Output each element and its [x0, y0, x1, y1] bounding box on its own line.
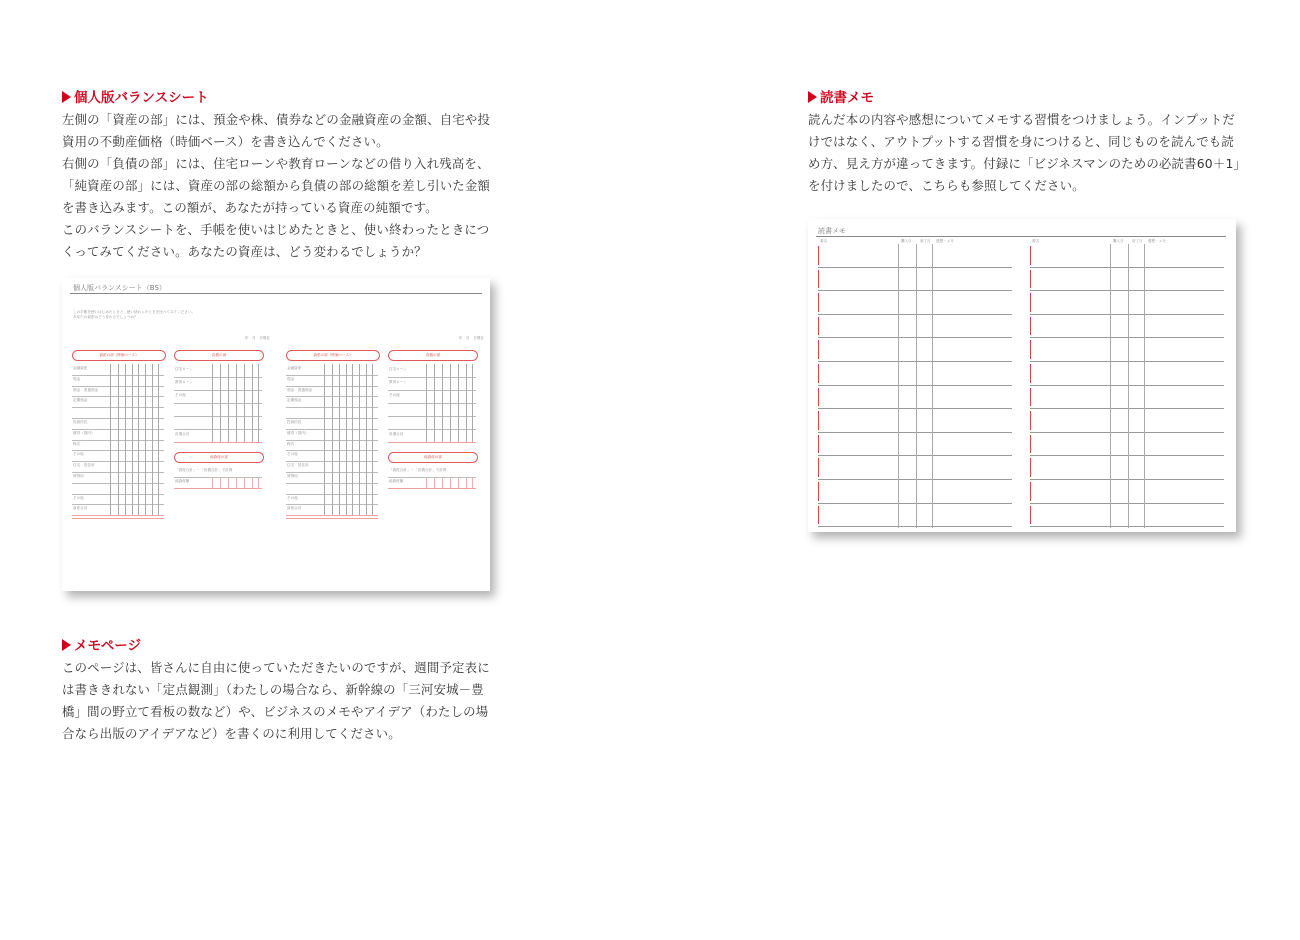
liability-row-label: 住宅ローン	[389, 367, 407, 371]
liability-row-rule	[174, 442, 262, 443]
asset-row-label: その他	[73, 452, 84, 457]
balance-sheet-heading: 個人版バランスシート	[62, 86, 209, 106]
amount-column-rule	[472, 477, 473, 488]
column-header: 読了日	[1132, 239, 1143, 243]
amount-column-rule	[466, 477, 467, 488]
amount-column-rule	[244, 477, 245, 488]
text-line: このバランスシートを、手帳を使いはじめたときと、使い終わったときにつ	[62, 222, 490, 237]
liability-row-label: 教育ローン	[389, 380, 407, 384]
reading-memo-rows	[818, 244, 1012, 528]
amount-column-rule	[252, 364, 253, 442]
liability-row-rule	[174, 429, 262, 430]
table-row	[818, 268, 1012, 292]
column-rule	[1110, 244, 1111, 528]
balance-sheet-description	[62, 109, 490, 263]
asset-row-label: 金融資産	[287, 366, 302, 370]
reading-memo-column	[818, 238, 1012, 528]
reading-memo-description	[808, 109, 1246, 197]
amount-column-rule	[426, 477, 427, 488]
amount-column-rule	[332, 364, 333, 515]
asset-row-label: 預金 普通預金	[73, 387, 99, 392]
asset-row-label: 株式	[287, 441, 295, 446]
liability-row-label: 負債合計	[175, 432, 190, 436]
asset-row-label: 住宅 居住用	[287, 463, 309, 468]
triangle-bullet-icon	[808, 91, 817, 103]
column-header: 購入日	[901, 239, 912, 243]
text-line: を書き込みます。この額が、あなたが持っている資産の純額です。	[62, 200, 438, 215]
liability-row-rule	[174, 377, 262, 378]
asset-row-label: その他	[287, 495, 298, 500]
column-header: 書名	[820, 239, 828, 243]
amount-column-rule	[442, 364, 443, 442]
balance-sheet-page	[286, 326, 486, 576]
text-line: けではなく、アウトプットする習慣を身につけると、同じものを読んでも読	[808, 134, 1234, 149]
table-row	[818, 338, 1012, 362]
text-line: 橋」間の野立て看板の数など）や、ビジネスのメモやアイデア（わたしの場	[62, 704, 489, 719]
triangle-bullet-icon	[62, 91, 71, 103]
amount-column-rule	[450, 364, 451, 442]
column-header: 読了日	[920, 239, 931, 243]
table-row	[1030, 268, 1224, 292]
net-assets-row-label: 「資産合計」－「負債合計」で計算	[175, 468, 233, 472]
net-assets-section-label: 純資産の部	[210, 455, 228, 459]
table-row	[1030, 244, 1224, 268]
net-assets-row-rule	[174, 488, 262, 489]
amount-column-rule	[472, 364, 473, 442]
net-assets-row-label: 純資産額	[389, 479, 404, 483]
amount-column-rule	[324, 364, 325, 515]
reading-memo-column	[1030, 238, 1224, 528]
entry-marker	[818, 270, 819, 289]
liability-row-rule	[174, 390, 262, 391]
amount-column-rule	[138, 364, 139, 515]
table-row	[818, 433, 1012, 457]
net-assets-row-rule	[388, 477, 476, 478]
net-assets-row-label: 純資産額	[175, 479, 190, 483]
amount-column-rule	[252, 477, 253, 488]
asset-row-label: 資産合計	[73, 506, 88, 511]
table-row	[818, 456, 1012, 480]
balance-sheet-thumbnail	[62, 278, 490, 591]
amount-column-rule	[346, 364, 347, 515]
amount-column-rule	[236, 364, 237, 442]
asset-row-rule	[286, 515, 378, 516]
table-row	[818, 409, 1012, 433]
liability-row-label: 教育ローン	[175, 380, 193, 384]
liabilities-section-label: 負債の部	[425, 353, 441, 357]
table-row	[1030, 338, 1224, 362]
net-assets-row-label: 「資産合計」－「負債合計」で計算	[389, 468, 447, 472]
entry-marker	[1030, 270, 1031, 289]
reading-memo-rows	[1030, 244, 1224, 528]
amount-column-rule	[258, 477, 259, 488]
asset-row-label: 現金	[73, 376, 81, 381]
liability-row-label: 負債合計	[389, 432, 404, 436]
thumbnail-title: 個人版バランスシート（BS）	[73, 284, 166, 292]
liability-row-rule	[388, 403, 476, 404]
liability-row-rule	[388, 442, 476, 443]
asset-row-label: 預金 普通預金	[287, 387, 313, 392]
entry-marker	[1030, 364, 1031, 383]
amount-column-rule	[434, 364, 435, 442]
thumbnail-intro-line: あなたの資産はどう変わるでしょうか？	[73, 315, 138, 319]
assets-section-pill	[286, 350, 380, 361]
column-rule	[932, 244, 933, 528]
table-row	[1030, 409, 1224, 433]
asset-row-label: 定期預金	[73, 398, 88, 403]
amount-column-rule	[450, 477, 451, 488]
asset-row-label: 賃貸用	[73, 474, 84, 478]
net-assets-section-label: 純資産の部	[424, 455, 442, 459]
text-line: このページは、皆さんに自由に使っていただきたいのですが、週間予定表に	[62, 660, 490, 675]
amount-column-rule	[118, 364, 119, 515]
amount-column-rule	[158, 364, 159, 515]
amount-column-rule	[220, 477, 221, 488]
net-assets-section-pill	[388, 452, 478, 463]
table-row	[1030, 362, 1224, 386]
amount-column-rule	[228, 477, 229, 488]
amount-column-rule	[339, 364, 340, 515]
asset-row-label: 株式	[73, 441, 81, 446]
asset-row-label: その他	[287, 452, 298, 457]
memo-page-heading: メモページ	[62, 634, 141, 654]
column-header: 購入日	[1113, 239, 1124, 243]
entry-marker	[1030, 293, 1031, 312]
title-rule	[70, 293, 482, 294]
liability-row-rule	[388, 377, 476, 378]
liability-row-label: 住宅ローン	[175, 367, 193, 371]
entry-marker	[818, 458, 819, 477]
amount-column-rule	[125, 364, 126, 515]
amount-column-rule	[132, 364, 133, 515]
reading-memo-heading: 読書メモ	[808, 86, 874, 106]
entry-marker	[1030, 317, 1031, 336]
asset-row-label: 債券（国内）	[287, 430, 309, 435]
entry-marker	[818, 340, 819, 359]
asset-row-rule	[72, 515, 164, 516]
liability-row-rule	[174, 403, 262, 404]
table-row	[818, 291, 1012, 315]
amount-column-rule	[352, 364, 353, 515]
amount-column-rule	[228, 364, 229, 442]
table-row	[818, 315, 1012, 339]
asset-row-label: 住宅 居住用	[73, 463, 95, 468]
table-row	[1030, 291, 1224, 315]
table-row	[818, 362, 1012, 386]
as-of-date: 年 月 日現在	[244, 336, 270, 340]
column-rule	[916, 244, 917, 528]
entry-marker	[1030, 388, 1031, 407]
liability-row-rule	[174, 416, 262, 417]
title-rule	[816, 236, 1226, 237]
table-row	[818, 244, 1012, 268]
asset-row-label: その他	[73, 495, 84, 500]
entry-marker	[1030, 411, 1031, 430]
triangle-bullet-icon	[62, 639, 71, 651]
entry-marker	[818, 317, 819, 336]
liability-row-rule	[388, 390, 476, 391]
table-row	[1030, 480, 1224, 504]
column-header: 感想・メモ	[1148, 239, 1166, 243]
text-line: 読んだ本の内容や感想についてメモする習慣をつけましょう。インプットだ	[808, 112, 1235, 127]
text-line: は書ききれない「定点観測」（わたしの場合なら、新幹線の「三河安城－豊	[62, 682, 484, 697]
table-row	[818, 386, 1012, 410]
column-rule	[1128, 244, 1129, 528]
entry-marker	[1030, 458, 1031, 477]
assets-section-label: 資産の部（時価ベース）	[99, 353, 139, 357]
thumbnail-title: 読書メモ	[818, 227, 846, 235]
net-assets-row-rule	[174, 477, 262, 478]
column-header: 感想・メモ	[936, 239, 954, 243]
liabilities-section-label: 負債の部	[211, 353, 227, 357]
entry-marker	[1030, 506, 1031, 525]
asset-total-rule	[72, 518, 164, 519]
asset-row-label: 定期預金	[287, 398, 302, 403]
liability-row-rule	[388, 416, 476, 417]
table-row	[818, 504, 1012, 528]
as-of-date: 年 月 日現在	[458, 336, 484, 340]
asset-row-label: 投資信託	[73, 420, 88, 424]
amount-column-rule	[442, 477, 443, 488]
asset-row-label: 金融資産	[73, 366, 88, 370]
entry-marker	[1030, 482, 1031, 501]
liability-row-label: その他	[175, 393, 186, 397]
text-line: くってみてください。あなたの資産は、どう変わるでしょうか？	[62, 244, 427, 259]
amount-column-rule	[145, 364, 146, 515]
amount-column-rule	[152, 364, 153, 515]
balance-sheet-page	[72, 326, 272, 576]
amount-column-rule	[258, 364, 259, 442]
net-assets-row-rule	[388, 488, 476, 489]
text-line: 左側の「資産の部」には、預金や株、債券などの金融資産の金額、自宅や投	[62, 112, 491, 127]
column-rule	[898, 244, 899, 528]
entry-marker	[818, 435, 819, 454]
amount-column-rule	[212, 364, 213, 442]
text-line: 資用の不動産価格（時価ベース）を書き込んでください。	[62, 134, 389, 149]
text-line: 合なら出版のアイデアなど）を書くのに利用してください。	[62, 726, 401, 741]
entry-marker	[818, 388, 819, 407]
thumbnail-intro-line: この手帳を使いはじめたときと、使い終わったときを比べてみてください。	[73, 310, 196, 314]
entry-marker	[818, 506, 819, 525]
table-row	[1030, 433, 1224, 457]
amount-column-rule	[212, 477, 213, 488]
text-line: を付けましたので、こちらも参照してください。	[808, 178, 1085, 193]
table-row	[1030, 456, 1224, 480]
reading-memo-thumbnail	[808, 219, 1236, 532]
column-rule	[1144, 244, 1145, 528]
amount-column-rule	[110, 364, 111, 515]
net-assets-section-pill	[174, 452, 264, 463]
amount-column-rule	[458, 364, 459, 442]
text-line: 「純資産の部」には、資産の部の総額から負債の部の総額を差し引いた金額	[62, 178, 491, 193]
table-row	[1030, 386, 1224, 410]
entry-marker	[818, 293, 819, 312]
text-line: 右側の「負債の部」には、住宅ローンや教育ローンなどの借り入れ残高を、	[62, 156, 490, 171]
amount-column-rule	[220, 364, 221, 442]
entry-marker	[818, 411, 819, 430]
memo-page-description	[62, 657, 490, 745]
assets-section-pill	[72, 350, 166, 361]
asset-total-rule	[286, 518, 378, 519]
asset-row-label: 賃貸用	[287, 474, 298, 478]
entry-marker	[818, 482, 819, 501]
entry-marker	[1030, 246, 1031, 265]
amount-column-rule	[458, 477, 459, 488]
liabilities-section-pill	[174, 350, 264, 361]
liability-row-label: その他	[389, 393, 400, 397]
amount-column-rule	[426, 364, 427, 442]
table-row	[1030, 504, 1224, 528]
text-line: め方、見え方が違ってきます。付録に「ビジネスマンのための必読書60＋1」	[808, 156, 1247, 171]
column-header: 書名	[1032, 239, 1040, 243]
amount-column-rule	[236, 477, 237, 488]
assets-section-label: 資産の部（時価ベース）	[313, 353, 353, 357]
asset-row-label: 資産合計	[287, 506, 302, 511]
liability-row-rule	[388, 429, 476, 430]
asset-row-label: 投資信託	[287, 420, 302, 424]
amount-column-rule	[359, 364, 360, 515]
liabilities-section-pill	[388, 350, 478, 361]
entry-marker	[818, 246, 819, 265]
amount-column-rule	[434, 477, 435, 488]
asset-row-label: 現金	[287, 376, 295, 381]
amount-column-rule	[366, 364, 367, 515]
entry-marker	[1030, 340, 1031, 359]
entry-marker	[1030, 435, 1031, 454]
amount-column-rule	[372, 364, 373, 515]
table-row	[1030, 315, 1224, 339]
amount-column-rule	[466, 364, 467, 442]
asset-row-label: 債券（国内）	[73, 430, 95, 435]
entry-marker	[818, 364, 819, 383]
amount-column-rule	[244, 364, 245, 442]
table-row	[818, 480, 1012, 504]
